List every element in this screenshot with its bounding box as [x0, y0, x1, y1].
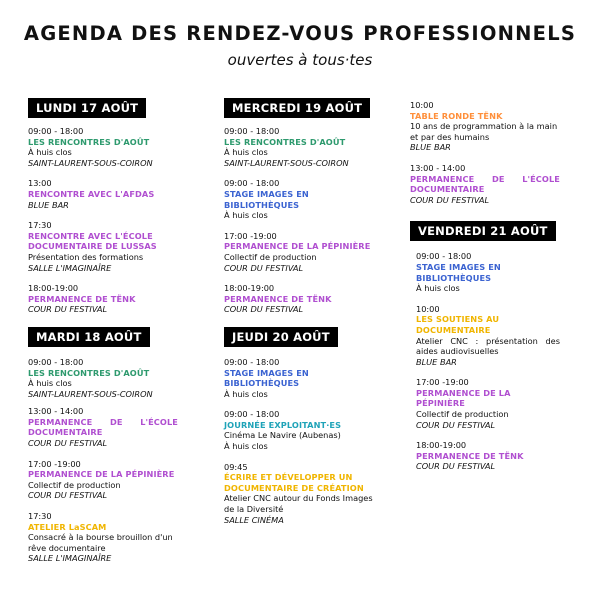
event-time: 13:00 - 14:00 — [28, 406, 84, 417]
event-item — [224, 231, 382, 273]
event-description: À huis clos — [416, 283, 460, 294]
event-title: LES RENCONTRES D'AOÛT — [224, 136, 346, 147]
event-title: PERMANENCE DE TËNK — [224, 293, 332, 304]
day-header-jeudi: JEUDI 20 AOÛT — [224, 327, 338, 347]
event-item — [224, 126, 382, 168]
event-description: Consacré à la bourse brouillon d'un rêve documentaire — [28, 532, 173, 553]
event-location: SALLE L'IMAGINAÎRE — [28, 262, 112, 273]
event-item — [28, 220, 178, 273]
column-2 — [224, 97, 382, 525]
event-item — [416, 251, 560, 293]
event-title: TABLE RONDE TËNK — [410, 110, 503, 121]
event-title: STAGE IMAGES EN BIBLIOTHÈQUES — [224, 188, 309, 210]
event-item — [410, 100, 560, 153]
event-time: 10:00 — [410, 100, 434, 110]
column-1 — [28, 97, 178, 564]
event-location: SAINT-LAURENT-SOUS-COIRON — [224, 157, 349, 168]
event-title: STAGE IMAGES EN BIBLIOTHÈQUES — [224, 367, 309, 389]
event-title: RENCONTRE AVEC L'AFDAS — [28, 188, 155, 199]
day-header-mercredi: MERCREDI 19 AOÛT — [224, 98, 370, 118]
event-time: 17:00 -19:00 — [416, 377, 469, 388]
event-description: À huis clos — [28, 378, 72, 389]
event-location: SAINT-LAURENT-SOUS-COIRON — [28, 157, 153, 168]
event-title: PERMANENCE DE LA PÉPINIÈRE — [28, 469, 175, 480]
event-description: À huis clos — [224, 147, 268, 158]
event-title: ATELIER LaSCAM — [28, 521, 107, 532]
event-time: 09:00 - 18:00 — [28, 126, 84, 136]
event-item — [416, 377, 560, 430]
event-item — [224, 409, 382, 451]
event-description: À huis clos — [28, 147, 72, 158]
event-location: COUR DU FESTIVAL — [224, 262, 304, 273]
page-title: AGENDA DES RENDEZ-VOUS PROFESSIONNELS — [23, 22, 577, 45]
event-time: 17:30 — [28, 511, 52, 522]
event-location: COUR DU FESTIVAL — [28, 438, 108, 449]
event-location: COUR DU FESTIVAL — [28, 490, 108, 501]
event-item — [28, 459, 178, 501]
event-location: SAINT-LAURENT-SOUS-COIRON — [28, 388, 153, 399]
event-description: Cinéma Le Navire (Aubenas) — [224, 430, 341, 441]
event-time: 09:00 - 18:00 — [416, 251, 472, 262]
event-title: PERMANENCE DE LA PÉPINIÈRE — [416, 387, 511, 409]
event-time: 18:00-19:00 — [224, 283, 275, 294]
day-header-lundi: LUNDI 17 AOÛT — [28, 98, 146, 118]
event-title: LES SOUTIENS AU DOCUMENTAIRE — [416, 314, 500, 335]
event-title: PERMANENCE DE L'ÉCOLE DOCUMENTAIRE — [410, 173, 560, 195]
event-location: SALLE L'IMAGINAÎRE — [28, 553, 112, 564]
event-location: SALLE CINÉMA — [224, 514, 284, 525]
event-time: 13:00 — [28, 178, 52, 189]
event-title: RENCONTRE AVEC L'ÉCOLE DOCUMENTAIRE DE LUSSAS — [28, 230, 157, 252]
event-description: À huis clos — [224, 210, 268, 221]
event-title: PERMANENCE DE TËNK — [416, 450, 524, 461]
event-title: PERMANENCE DE L'ÉCOLE DOCUMENTAIRE — [28, 416, 178, 438]
event-location: BLUE BAR — [28, 199, 69, 210]
event-time: 09:00 - 18:00 — [224, 409, 280, 420]
event-description: Atelier CNC autour du Fonds Images de la Diversité — [224, 493, 373, 515]
event-description: Collectif de production — [28, 479, 121, 490]
event-item — [28, 283, 178, 315]
event-item — [224, 462, 382, 526]
event-title: LES RENCONTRES D'AOÛT — [28, 367, 150, 378]
event-time: 17:00 -19:00 — [28, 458, 81, 469]
event-location: COUR DU FESTIVAL — [28, 304, 108, 315]
event-time: 09:45 — [224, 461, 248, 472]
event-description: Atelier CNC : présentation des aides audiovisuelles — [416, 335, 560, 357]
event-time: 17:30 — [28, 220, 52, 231]
event-item — [224, 357, 382, 399]
event-title: STAGE IMAGES EN BIBLIOTHÈQUES — [416, 261, 501, 283]
event-location: COUR DU FESTIVAL — [416, 461, 496, 472]
event-title: LES RENCONTRES D'AOÛT — [28, 136, 150, 147]
day-header-mardi: MARDI 18 AOÛT — [28, 327, 150, 347]
event-time: 10:00 — [416, 303, 440, 314]
column-3 — [410, 100, 560, 472]
event-item — [410, 163, 560, 205]
day-header-vendredi: VENDREDI 21 AOÛT — [410, 221, 556, 241]
event-time: 17:00 -19:00 — [224, 230, 277, 241]
event-title: JOURNÉE EXPLOITANT·ES — [224, 419, 342, 430]
event-time: 13:00 - 14:00 — [410, 162, 466, 173]
event-time: 09:00 - 18:00 — [224, 356, 280, 367]
event-item — [224, 178, 382, 220]
event-item — [28, 357, 178, 399]
event-time: 09:00 - 18:00 — [28, 356, 84, 367]
event-description: 10 ans de programmation à la main et par des humains — [410, 121, 558, 142]
event-title: ÉCRIRE ET DÉVELOPPER UN DOCUMENTAIRE DE CRÉATION — [224, 472, 364, 493]
event-item — [224, 283, 382, 315]
event-item — [28, 406, 178, 448]
event-description: À huis clos — [224, 388, 268, 399]
event-time: 09:00 - 18:00 — [224, 178, 280, 189]
event-location: COUR DU FESTIVAL — [224, 304, 304, 315]
event-title: PERMANENCE DE TËNK — [28, 293, 136, 304]
event-location: BLUE BAR — [416, 356, 457, 367]
event-description: Présentation des formations — [28, 251, 144, 262]
page-subtitle: ouvertes à tous·tes — [227, 51, 373, 69]
event-description: Collectif de production — [416, 409, 509, 420]
event-time: 09:00 - 18:00 — [224, 126, 280, 136]
event-description: Collectif de production — [224, 251, 317, 262]
event-description-2: À huis clos — [224, 441, 268, 452]
event-item — [28, 178, 178, 210]
event-title: PERMANENCE DE LA PÉPINIÈRE — [224, 241, 371, 252]
event-location: BLUE BAR — [410, 142, 451, 153]
event-location: COUR DU FESTIVAL — [416, 419, 496, 430]
event-item — [416, 440, 560, 472]
event-item — [28, 511, 178, 564]
event-item — [28, 126, 178, 168]
event-time: 18:00-19:00 — [416, 440, 467, 451]
event-item — [416, 304, 560, 368]
event-time: 18:00-19:00 — [28, 283, 79, 294]
event-location: COUR DU FESTIVAL — [410, 194, 490, 205]
